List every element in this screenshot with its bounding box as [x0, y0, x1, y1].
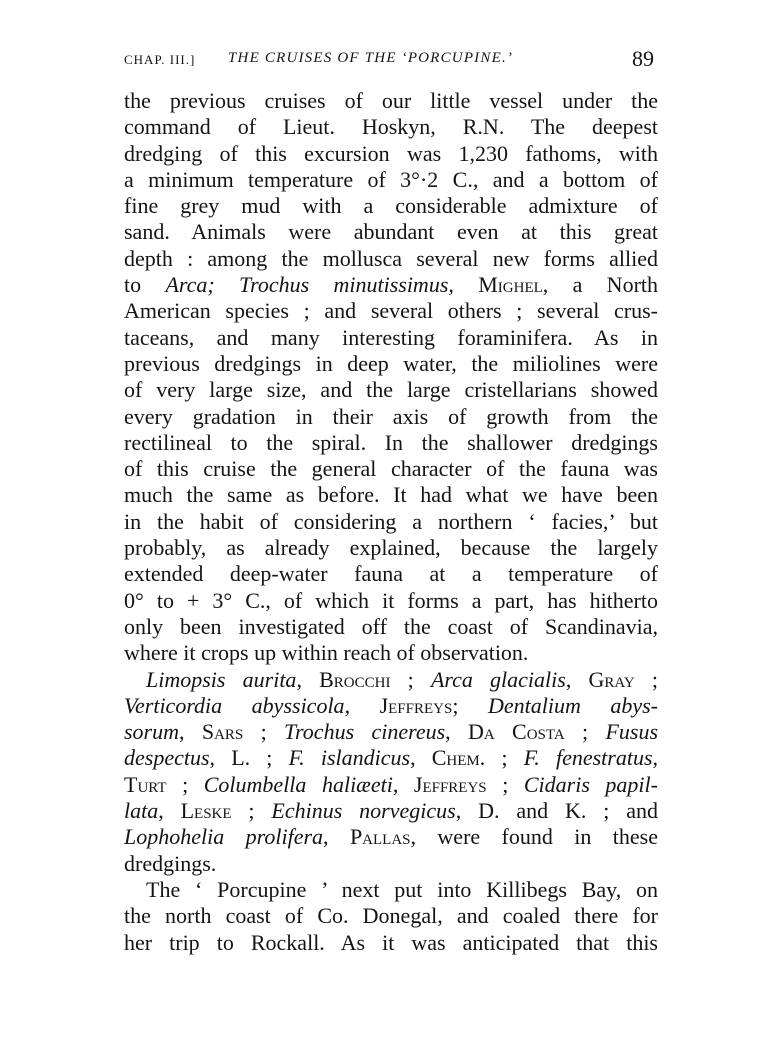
- italic-text: Cidaris papil-: [523, 771, 658, 797]
- small-caps-text: Da Costa: [468, 719, 565, 745]
- text-run: ,: [344, 692, 380, 718]
- text-run: ,: [448, 272, 479, 298]
- text-run: ,: [652, 745, 659, 771]
- chapter-label: CHAP. III.]: [124, 52, 196, 67]
- text-line: [124, 219, 658, 245]
- text-run: , D. and K. ; and: [455, 798, 658, 824]
- text-run: dredging of this excursion was 1,230 fathoms, with: [124, 140, 658, 166]
- text-line: [124, 640, 658, 666]
- italic-text: Verticordia abyssicola: [124, 692, 345, 718]
- text-line: [124, 404, 658, 430]
- text-run: dredgings.: [124, 850, 217, 876]
- text-line: [124, 772, 658, 798]
- text-line: [124, 930, 658, 956]
- text-line: [124, 325, 658, 351]
- text-run: ;: [634, 666, 658, 692]
- text-line: [124, 509, 658, 535]
- text-line: [124, 535, 658, 561]
- text-line: [124, 377, 658, 403]
- paragraph-2: [124, 667, 658, 877]
- text-line: [124, 851, 658, 877]
- italic-text: Dentalium abys-: [487, 692, 659, 718]
- small-caps-text: Mighel: [478, 272, 543, 298]
- text-run: ;: [452, 692, 488, 718]
- text-run: ,: [445, 719, 468, 745]
- italic-text: Echinus norvegicus: [271, 798, 456, 824]
- page-number: 89: [632, 46, 654, 71]
- text-line: [124, 114, 658, 140]
- text-run: ,: [392, 771, 414, 797]
- text-run: extended deep-water fauna at a temperature of: [124, 561, 658, 587]
- text-run: ;: [564, 719, 606, 745]
- text-run: probably, as already explained, because the largely: [124, 535, 658, 561]
- text-run: , L. ;: [209, 745, 289, 771]
- text-run: ,: [565, 666, 589, 692]
- text-run: ,: [179, 719, 202, 745]
- text-run: ;: [243, 719, 285, 745]
- text-line: [124, 693, 658, 719]
- small-caps-text: Chem.: [431, 745, 486, 771]
- text-run: much the same as before. It had what we have been: [124, 482, 658, 508]
- text-line: [124, 824, 658, 850]
- text-line: [124, 877, 658, 903]
- text-run: 0° to + 3° C., of which it forms a part, has hitherto: [124, 587, 658, 613]
- text-run: to: [124, 272, 166, 298]
- text-run: in the habit of considering a northern ‘ facies,’ but: [124, 508, 658, 534]
- text-line: [124, 456, 658, 482]
- text-run: of this cruise the general character of the fauna was: [124, 456, 658, 482]
- text-line: [124, 561, 658, 587]
- text-run: ,: [410, 745, 432, 771]
- text-run: a minimum temperature of 3°·2 C., and a bottom of: [124, 166, 658, 192]
- text-run: of very large size, and the large cristellarians showed: [124, 377, 658, 403]
- small-caps-text: Turt: [124, 771, 167, 797]
- italic-text: Fusus: [605, 719, 659, 745]
- text-run: only been investigated off the coast of Scandinavia,: [124, 613, 658, 639]
- text-run: where it crops up within reach of observation.: [124, 640, 529, 666]
- text-run: ,: [296, 666, 320, 692]
- text-line: [124, 88, 658, 114]
- text-run: American species ; and several others ; several crus-: [124, 298, 658, 324]
- text-line: [124, 246, 658, 272]
- running-title: THE CRUISES OF THE ‘PORCUPINE.’: [228, 50, 514, 66]
- text-run: taceans, and many interesting foraminifera. As in: [124, 324, 658, 350]
- text-line: [124, 167, 658, 193]
- text-run: the north coast of Co. Donegal, and coaled there for: [124, 903, 658, 929]
- italic-text: Columbella haliæeti: [203, 771, 393, 797]
- small-caps-text: Leske: [180, 798, 232, 824]
- italic-text: Arca glacialis: [430, 666, 566, 692]
- text-line: [124, 719, 658, 745]
- small-caps-text: Jeffreys: [379, 692, 453, 718]
- italic-text: Limopsis aurita: [146, 666, 297, 692]
- text-run: fine grey mud with a considerable admixture of: [124, 193, 658, 219]
- paragraph-1: [124, 88, 658, 667]
- body-text: [124, 88, 658, 956]
- text-line: [124, 141, 658, 167]
- small-caps-text: Pallas: [349, 824, 411, 850]
- text-line: [124, 298, 658, 324]
- text-line: [124, 351, 658, 377]
- text-run: sand. Animals were abundant even at this great: [124, 219, 658, 245]
- italic-text: despectus: [124, 745, 210, 771]
- text-run: The ‘ Porcupine ’ next put into Killibegs Bay, on: [146, 876, 658, 902]
- text-line: [124, 798, 658, 824]
- text-run: ,: [158, 798, 181, 824]
- text-line: [124, 614, 658, 640]
- italic-text: sorum: [124, 719, 180, 745]
- text-line: [124, 588, 658, 614]
- italic-text: lata: [124, 798, 159, 824]
- text-line: [124, 272, 658, 298]
- small-caps-text: Brocchi: [319, 666, 391, 692]
- text-run: the previous cruises of our little vessel under the: [124, 88, 658, 113]
- italic-text: F. islandicus: [288, 745, 411, 771]
- text-run: depth : among the mollusca several new forms allied: [124, 245, 658, 271]
- text-line: [124, 667, 658, 693]
- small-caps-text: Gray: [588, 666, 635, 692]
- text-line: [124, 482, 658, 508]
- paragraph-3: [124, 877, 658, 956]
- running-header: [124, 46, 654, 76]
- italic-text: Arca; Trochus minutissimus: [165, 272, 449, 298]
- text-run: ;: [486, 771, 524, 797]
- text-run: her trip to Rockall. As it was anticipated that this: [124, 929, 658, 955]
- text-run: ;: [166, 771, 204, 797]
- text-run: , a North: [542, 272, 659, 298]
- italic-text: Trochus cinereus: [284, 719, 446, 745]
- small-caps-text: Jeffreys: [413, 771, 487, 797]
- text-run: ;: [231, 798, 272, 824]
- text-run: previous dredgings in deep water, the miliolines were: [124, 350, 658, 376]
- text-line: [124, 430, 658, 456]
- text-run: ;: [390, 666, 431, 692]
- text-run: rectilineal to the spiral. In the shallower dredgings: [124, 429, 658, 455]
- italic-text: F. fenestratus: [523, 745, 653, 771]
- text-run: , were found in these: [410, 824, 658, 850]
- text-line: [124, 903, 658, 929]
- text-run: ;: [485, 745, 524, 771]
- text-run: every gradation in their axis of growth from the: [124, 403, 658, 429]
- text-run: ,: [323, 824, 350, 850]
- italic-text: Lophohelia prolifera: [124, 824, 324, 850]
- small-caps-text: Sars: [201, 719, 244, 745]
- text-run: command of Lieut. Hoskyn, R.N. The deepest: [124, 114, 658, 140]
- text-line: [124, 193, 658, 219]
- text-line: [124, 745, 658, 771]
